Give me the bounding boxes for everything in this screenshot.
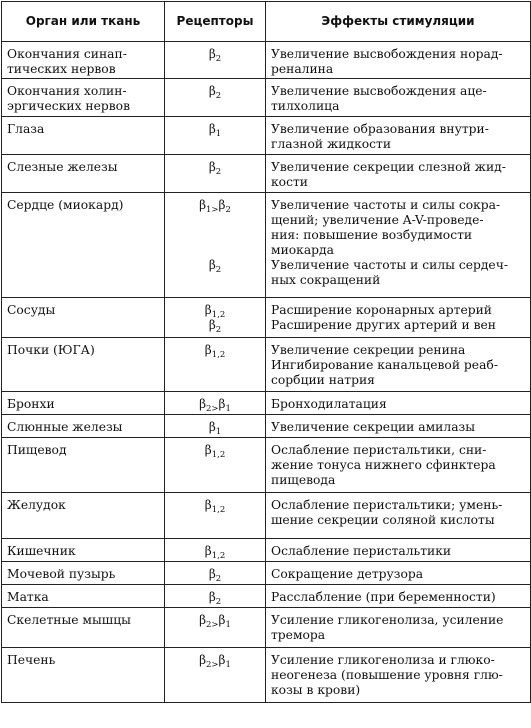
receptor-cell	[165, 608, 266, 648]
organ-line: эргических нервов	[7, 99, 131, 113]
effect-cell	[266, 585, 531, 608]
table-row	[2, 155, 531, 193]
organ-line: Матка	[7, 590, 49, 604]
receptor-line	[165, 498, 265, 513]
organ-line: Окончания холин-	[7, 84, 127, 98]
organ-line: тических нервов	[7, 62, 116, 76]
beta-subscript: 2	[215, 265, 222, 275]
table-row	[2, 539, 531, 562]
effect-line: сорбции натрия	[271, 373, 375, 387]
organ-line: Слезные железы	[7, 160, 118, 174]
header-row	[2, 2, 531, 42]
organ-line: Сердце (миокард)	[7, 198, 124, 212]
effect-line: тремора	[271, 628, 326, 642]
beta-symbol: β	[208, 47, 216, 61]
receptor-line	[165, 318, 265, 333]
beta-symbol: β	[208, 258, 216, 272]
effect-line: реналина	[271, 62, 334, 76]
beta-subscript: 1>	[206, 205, 219, 215]
organ-cell	[2, 438, 165, 493]
effect-line: Расширение других артерий и вен	[271, 318, 496, 332]
beta-subscript: 1	[215, 427, 222, 437]
effect-line: миокарда	[271, 243, 334, 257]
organ-line: Бронхи	[7, 397, 55, 411]
beta-subscript: 1	[225, 660, 231, 670]
beta-subscript: 2	[215, 91, 222, 101]
beta-symbol: β	[208, 318, 216, 332]
receptor-line	[165, 228, 265, 243]
receptor-cell	[165, 438, 266, 493]
effect-line: Увеличение высвобождения аце-	[271, 84, 487, 98]
table-row	[2, 648, 531, 703]
beta-symbol: β	[204, 303, 212, 317]
effect-line: Расширение коронарных артерий	[271, 303, 492, 317]
effect-cell	[266, 79, 531, 117]
table-row	[2, 193, 531, 298]
effect-line: жение тонуса нижнего сфинктера	[271, 458, 496, 472]
organ-line: Кишечник	[7, 544, 76, 558]
beta-symbol: β	[218, 198, 226, 212]
beta-symbol: β	[204, 443, 212, 457]
beta-symbol: β	[199, 653, 207, 667]
effect-line: Сокращение детрузора	[271, 567, 424, 581]
effect-cell	[266, 155, 531, 193]
beta-subscript: 1,2	[211, 551, 226, 561]
effect-line: Бронходилатация	[271, 397, 387, 411]
receptor-line	[165, 544, 265, 559]
receptor-cell	[165, 298, 266, 338]
beta-symbol: β	[208, 160, 216, 174]
receptor-cell	[165, 392, 266, 415]
effect-cell	[266, 193, 531, 298]
effect-line: глазной жидкости	[271, 137, 392, 151]
receptor-line	[165, 567, 265, 582]
table-row	[2, 298, 531, 338]
beta-symbol: β	[204, 343, 212, 357]
organ-cell	[2, 392, 165, 415]
header-receptors: Рецепторы	[165, 2, 266, 42]
effect-line: Ослабление перистальтики; умень-	[271, 498, 503, 512]
receptor-line	[165, 160, 265, 175]
table-row	[2, 338, 531, 392]
beta-symbol: β	[199, 397, 207, 411]
beta-symbol: β	[208, 590, 216, 604]
receptor-line	[165, 258, 265, 273]
effect-cell	[266, 539, 531, 562]
beta-subscript: 2>	[206, 620, 219, 630]
beta-symbol: β	[204, 544, 212, 558]
table-row	[2, 438, 531, 493]
receptor-line	[165, 613, 265, 628]
effect-line: Ослабление перистальтики, сни-	[271, 443, 487, 457]
organ-cell	[2, 493, 165, 539]
effect-line: Увеличение образования внутри-	[271, 122, 489, 136]
effect-line: Увеличение секреции амилазы	[271, 420, 476, 434]
organ-cell	[2, 539, 165, 562]
organ-cell	[2, 415, 165, 438]
receptor-cell	[165, 562, 266, 585]
beta-symbol: β	[208, 122, 216, 136]
beta-subscript: 1,2	[211, 350, 226, 360]
organ-line: Окончания синап-	[7, 47, 127, 61]
beta-symbol: β	[218, 613, 226, 627]
header-organ: Орган или ткань	[2, 2, 165, 42]
beta-subscript: 1,2	[211, 310, 226, 320]
effect-line: Усиление гликогенолиза и глюко-	[271, 653, 495, 667]
receptor-cell	[165, 415, 266, 438]
receptor-cell	[165, 193, 266, 298]
effect-line: Увеличение секреции ренина	[271, 343, 466, 357]
table-row	[2, 42, 531, 79]
effect-line: Расслабление (при беременности)	[271, 590, 496, 604]
beta-subscript: 1	[225, 404, 231, 414]
effect-cell	[266, 562, 531, 585]
receptor-line	[165, 343, 265, 358]
beta-symbol: β	[218, 653, 226, 667]
beta-subscript: 1,2	[211, 505, 226, 515]
beta-subscript: 2	[215, 54, 222, 64]
beta-symbol: β	[199, 198, 207, 212]
effect-line: шение секреции соляной кислоты	[271, 513, 495, 527]
header-effects: Эффекты стимуляции	[266, 2, 531, 42]
effect-cell	[266, 42, 531, 79]
receptor-line	[165, 590, 265, 605]
receptor-cell	[165, 493, 266, 539]
receptor-line	[165, 303, 265, 318]
receptor-cell	[165, 42, 266, 79]
organ-cell	[2, 648, 165, 703]
beta-subscript: 1	[215, 129, 222, 139]
receptor-line	[165, 122, 265, 137]
effect-line: пищевода	[271, 473, 336, 487]
beta-symbol: β	[218, 397, 226, 411]
beta-symbol: β	[208, 567, 216, 581]
effect-line: Увеличение частоты и силы сердеч-	[271, 258, 508, 272]
table-row	[2, 585, 531, 608]
organ-line: Печень	[7, 653, 56, 667]
organ-cell	[2, 562, 165, 585]
receptor-cell	[165, 539, 266, 562]
effect-line: неогенеза (повышение уровня глю-	[271, 668, 503, 682]
effect-cell	[266, 608, 531, 648]
organ-line: Сосуды	[7, 303, 56, 317]
effect-cell	[266, 648, 531, 703]
beta-subscript: 2	[215, 597, 222, 607]
receptor-line	[165, 443, 265, 458]
effect-line: Увеличение высвобождения норад-	[271, 47, 503, 61]
beta-subscript: 2	[225, 205, 231, 215]
effect-cell	[266, 117, 531, 155]
organ-cell	[2, 585, 165, 608]
table-row	[2, 79, 531, 117]
organ-line: Скелетные мышцы	[7, 613, 131, 627]
effect-line: козы в крови)	[271, 683, 361, 697]
beta-subscript: 1,2	[211, 450, 226, 460]
effect-cell	[266, 493, 531, 539]
organ-cell	[2, 338, 165, 392]
organ-line: Пищевод	[7, 443, 67, 457]
beta-subscript: 2	[215, 325, 222, 335]
effect-cell	[266, 392, 531, 415]
beta-subscript: 2>	[206, 660, 219, 670]
receptor-cell	[165, 585, 266, 608]
organ-cell	[2, 298, 165, 338]
beta-subscript: 2	[215, 167, 222, 177]
effect-line: Ослабление перистальтики	[271, 544, 452, 558]
effect-line: Увеличение частоты и силы сокра-	[271, 198, 501, 212]
beta-subscript: 2	[215, 574, 222, 584]
organ-cell	[2, 79, 165, 117]
beta-symbol: β	[199, 613, 207, 627]
table-row	[2, 392, 531, 415]
table-row	[2, 608, 531, 648]
table-row	[2, 562, 531, 585]
organ-line: Почки (ЮГА)	[7, 343, 95, 357]
organ-line: Мочевой пузырь	[7, 567, 116, 581]
organ-cell	[2, 117, 165, 155]
organ-line: Желудок	[7, 498, 66, 512]
organ-cell	[2, 608, 165, 648]
organ-cell	[2, 193, 165, 298]
beta-subscript: 2>	[206, 404, 219, 414]
effect-line: ния: повышение возбудимости	[271, 228, 473, 242]
receptor-line	[165, 198, 265, 213]
receptor-line	[165, 653, 265, 668]
table-row	[2, 493, 531, 539]
beta-symbol: β	[208, 420, 216, 434]
effect-line: Усиление гликогенолиза, усиление	[271, 613, 504, 627]
effect-line: ных сокращений	[271, 273, 381, 287]
effect-line: Увеличение секреции слезной жид-	[271, 160, 506, 174]
effect-line: щений; увеличение A-V-проведе-	[271, 213, 484, 227]
receptor-cell	[165, 338, 266, 392]
receptor-line	[165, 47, 265, 62]
effect-line: Ингибирование канальцевой реаб-	[271, 358, 498, 372]
receptor-line	[165, 84, 265, 99]
beta-symbol: β	[208, 84, 216, 98]
organ-line: Слюнные железы	[7, 420, 123, 434]
receptor-cell	[165, 648, 266, 703]
receptor-cell	[165, 155, 266, 193]
effect-cell	[266, 415, 531, 438]
organ-cell	[2, 42, 165, 79]
effect-cell	[266, 298, 531, 338]
receptor-line	[165, 213, 265, 228]
effect-line: кости	[271, 175, 308, 189]
receptor-cell	[165, 79, 266, 117]
beta-symbol: β	[204, 498, 212, 512]
effect-line: тилхолица	[271, 99, 340, 113]
table-row	[2, 117, 531, 155]
receptor-line	[165, 243, 265, 258]
beta-subscript: 1	[225, 620, 231, 630]
receptor-line	[165, 397, 265, 412]
receptor-effects-table	[1, 1, 531, 703]
receptor-cell	[165, 117, 266, 155]
receptor-line	[165, 420, 265, 435]
effect-cell	[266, 338, 531, 392]
table-row	[2, 415, 531, 438]
effect-cell	[266, 438, 531, 493]
organ-cell	[2, 155, 165, 193]
organ-line: Глаза	[7, 122, 45, 136]
